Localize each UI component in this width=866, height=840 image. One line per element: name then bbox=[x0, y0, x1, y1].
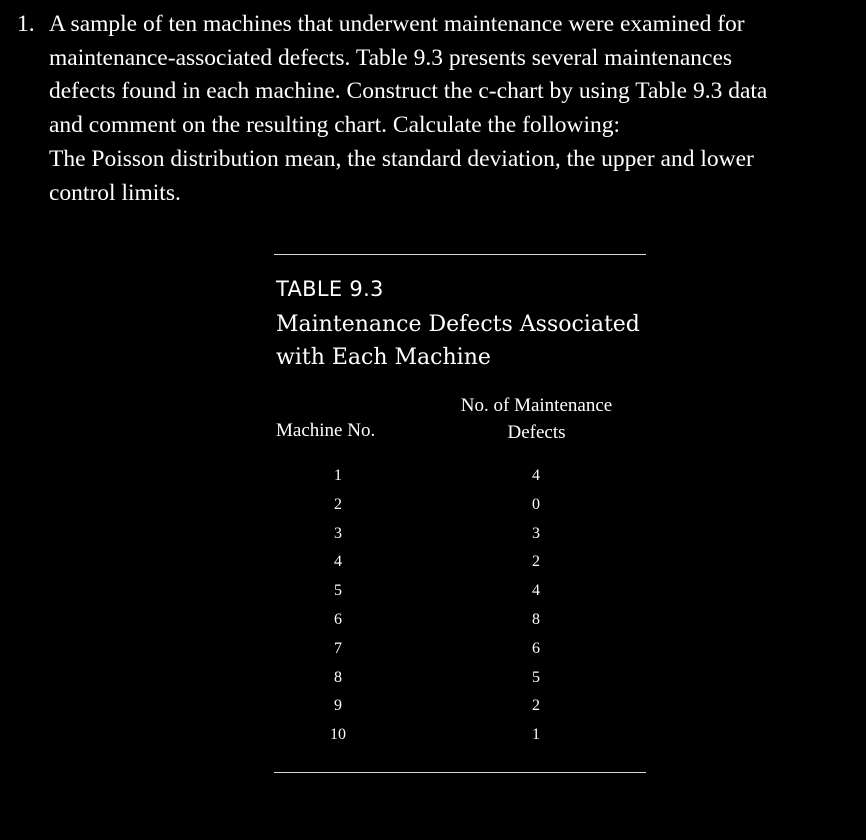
defects-count-cell: 3 bbox=[532, 524, 540, 542]
question-line: defects found in each machine. Construct the c-chart by using Table 9.3 data bbox=[49, 78, 768, 105]
defects-count-cell: 8 bbox=[532, 610, 540, 628]
defects-count-cell: 2 bbox=[532, 553, 540, 571]
machine-number-cell: 9 bbox=[334, 697, 342, 715]
table-bottom-rule bbox=[274, 772, 646, 773]
machine-number-cell: 4 bbox=[334, 553, 342, 571]
table-row bbox=[274, 582, 646, 611]
question-line: A sample of ten machines that underwent maintenance were examined for bbox=[49, 11, 745, 37]
table-title-line: with Each Machine bbox=[276, 345, 491, 370]
defects-count-cell: 6 bbox=[532, 639, 540, 657]
table-row bbox=[274, 467, 646, 496]
question-number: 1. bbox=[17, 11, 35, 37]
table-row bbox=[274, 553, 646, 582]
defects-count-cell: 4 bbox=[532, 582, 540, 600]
column-header-defects-line: Defects bbox=[507, 422, 566, 443]
table-row bbox=[274, 525, 646, 554]
defects-count-cell: 4 bbox=[532, 467, 540, 484]
machine-number-cell: 10 bbox=[330, 726, 346, 744]
question-block bbox=[17, 8, 847, 210]
machine-number-cell: 8 bbox=[334, 668, 342, 686]
table-row bbox=[274, 669, 646, 698]
data-table bbox=[274, 254, 646, 774]
question-line: maintenance-associated defects. Table 9.3 presents several maintenances bbox=[49, 44, 733, 71]
machine-number-cell: 7 bbox=[334, 639, 342, 657]
question-text bbox=[49, 8, 847, 210]
question-line: and comment on the resulting chart. Calculate the following: bbox=[49, 112, 621, 139]
machine-number-cell: 3 bbox=[334, 524, 342, 542]
defects-count-cell: 1 bbox=[532, 726, 540, 744]
question-line: The Poisson distribution mean, the standard deviation, the upper and lower bbox=[49, 145, 754, 172]
table-row bbox=[274, 496, 646, 525]
defects-count-cell: 2 bbox=[532, 697, 540, 715]
table-title bbox=[276, 308, 646, 374]
defects-count-cell: 0 bbox=[532, 495, 540, 513]
defects-count-cell: 5 bbox=[532, 668, 540, 686]
table-row bbox=[274, 611, 646, 640]
table-top-rule bbox=[274, 254, 646, 255]
machine-number-cell: 6 bbox=[334, 610, 342, 628]
question-line: control limits. bbox=[49, 179, 181, 206]
table-row bbox=[274, 697, 646, 726]
table-title-line: Maintenance Defects Associated bbox=[276, 312, 640, 337]
column-header-machine: Machine No. bbox=[276, 420, 376, 441]
machine-number-cell: 5 bbox=[334, 582, 342, 600]
table-row bbox=[274, 640, 646, 669]
table-label: TABLE 9.3 bbox=[276, 277, 384, 301]
table-row bbox=[274, 726, 646, 755]
machine-number-cell: 2 bbox=[334, 495, 342, 513]
table-body bbox=[274, 467, 646, 755]
column-header-defects bbox=[434, 392, 639, 446]
column-header-defects-line: No. of Maintenance bbox=[460, 395, 613, 416]
machine-number-cell: 1 bbox=[334, 467, 342, 484]
